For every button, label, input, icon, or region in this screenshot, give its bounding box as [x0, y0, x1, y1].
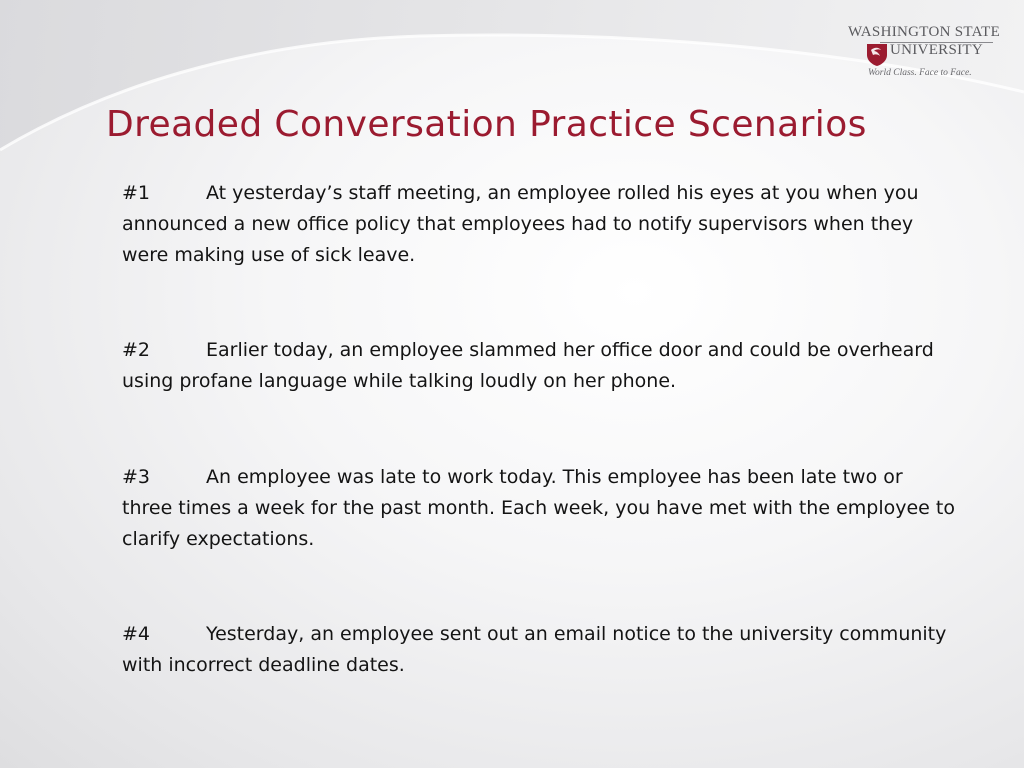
wsu-logo: [848, 24, 1001, 82]
scenario-1-text: At yesterday’s staff meeting, an employee rolled his eyes at you when you announced a new office policy that employees had to notify supervisors when they were making use of sick leave.: [122, 182, 919, 266]
logo-line1: WASHINGTON STATE: [848, 24, 1001, 40]
scenario-2-number: #2: [122, 339, 151, 361]
scenario-4-number: #4: [122, 623, 151, 645]
logo-tagline: World Class. Face to Face.: [868, 68, 972, 78]
scenario-2: [122, 335, 957, 397]
cougar-shield-icon: [866, 43, 888, 67]
scenario-3-text: An employee was late to work today. This employee has been late two or three times a week for the past month. Each week, you have met with the employee to clarify expectations.: [122, 466, 955, 550]
scenario-4-text: Yesterday, an employee sent out an email notice to the university community with incorrect deadline dates.: [122, 623, 947, 676]
scenario-1-number: #1: [122, 182, 151, 204]
scenario-3-number: #3: [122, 466, 151, 488]
scenario-1: [122, 178, 957, 271]
scenario-2-text: Earlier today, an employee slammed her office door and could be overheard using profane language while talking loudly on her phone.: [122, 339, 934, 392]
page-title: Dreaded Conversation Practice Scenarios: [106, 104, 867, 145]
scenario-4: [122, 619, 957, 681]
scenario-3: [122, 462, 957, 555]
logo-line2: UNIVERSITY: [890, 42, 983, 58]
